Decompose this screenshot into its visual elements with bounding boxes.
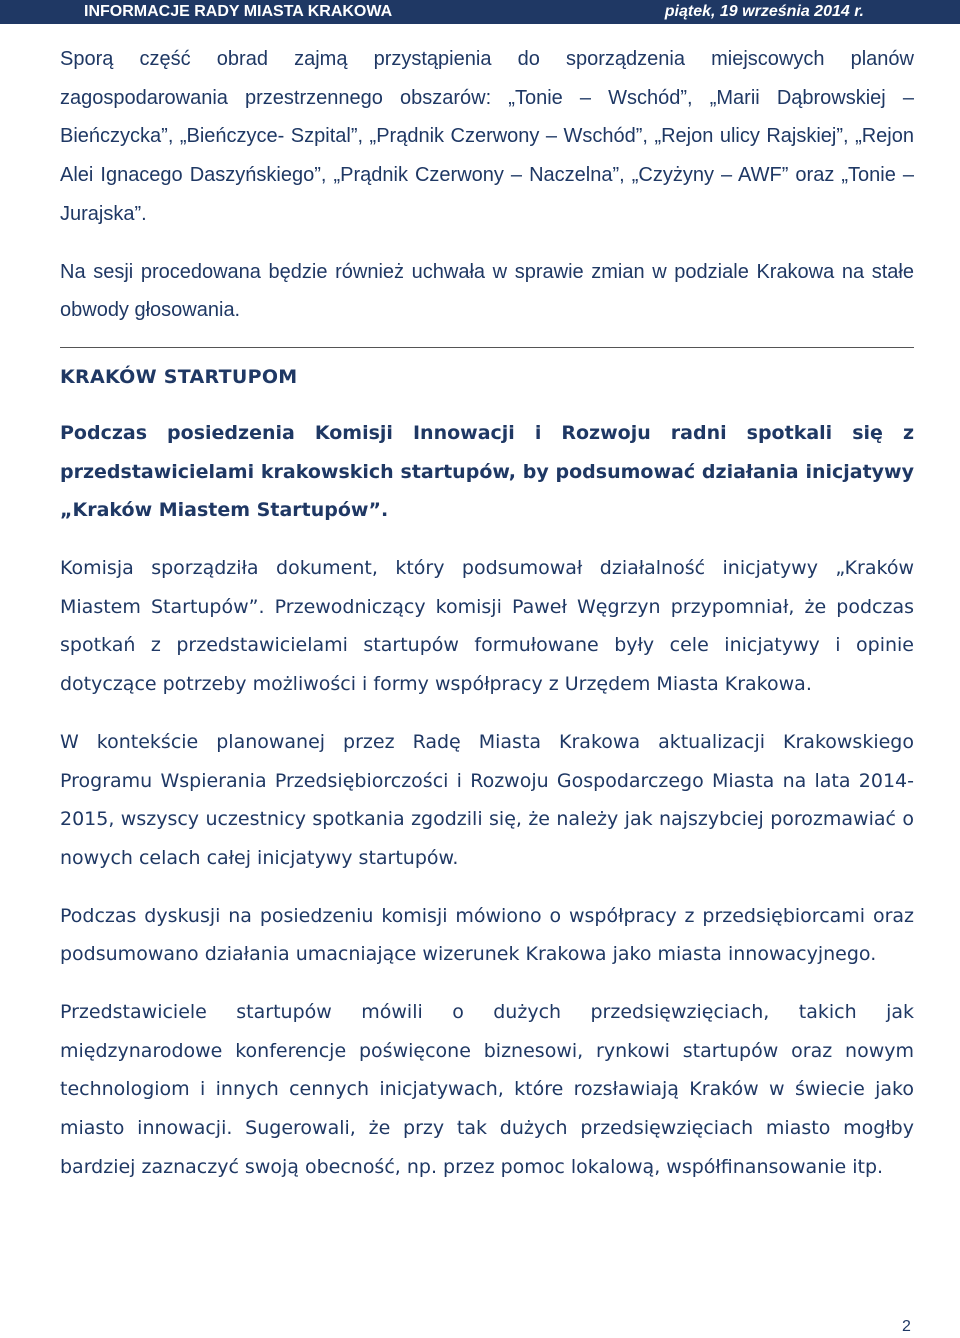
section-lead: Podczas posiedzenia Komisji Innowacji i Rozwoju radni spotkali się z przedstawicielami krakowskich startupów, by podsumować działania inicjatywy „Kraków Miastem Startupów”. [60,421,914,522]
paragraph-program-update: W kontekście planowanej przez Radę Miasta Krakowa aktualizacji Krakowskiego Programu Wspierania Przedsiębiorczości i Rozwoju Gospodarczego Miasta na lata 2014-2015, wszyscy uczestnicy spotkania zgodzili się, że należy jak najszybciej porozmawiać o nowych celach całej inicjatywy startupów. [60,730,914,869]
paragraph-startup-representatives: Przedstawiciele startupów mówili o dużych przedsięwzięciach, takich jak międzynarodowe konferencje poświęcone biznesowi, rynkowi startupów oraz nowym technologiom i innych cennych inicjatywach, które rozsławiają Kraków w świecie jako miasto innowacji. Sugerowali, że przy tak dużych przedsięwzięciach miasto mogłby bardziej zaznaczyć swoją obecność, np. przez pomoc lokalową, współfinansowanie itp. [60,1001,914,1178]
paragraph-voting-districts: Na sesji procedowana będzie również uchwała w sprawie zmian w podziale Krakowa na stałe obwody głosowania. [60,260,914,322]
page-number: 2 [902,1318,911,1335]
paragraph-commission-document: Komisja sporządziła dokument, który podsumował działalność inicjatywy „Kraków Miastem Startupów”. Przewodniczący komisji Paweł Węgrzyn przypomniał, że podczas spotkań z przedstawicielami startupów formułowane były cele inicjatywy i opinie dotyczące potrzeby możliwości i formy współpracy z Urzędem Miasta Krakowa. [60,557,914,696]
header-title: INFORMACJE RADY MIASTA KRAKOWA [84,3,393,20]
document-body [60,40,914,1187]
header-date: piątek, 19 września 2014 r. [664,3,864,20]
section-heading: KRAKÓW STARTUPOM [60,365,298,388]
paragraph-discussion: Podczas dyskusji na posiedzeniu komisji mówiono o współpracy z przedsiębiorcami oraz podsumowano działania umacniające wizerunek Krakowa jako miasta innowacyjnego. [60,904,914,966]
page-header [0,0,960,24]
section-divider [60,347,914,348]
paragraph-plans: Sporą część obrad zajmą przystąpienia do sporządzenia miejscowych planów zagospodarowania przestrzennego obszarów: „Tonie – Wschód”, „Marii Dąbrowskiej – Bieńczycka”, „Bieńczyce- Szpital”, „Prądnik Czerwony – Wschód”, „Rejon ulicy Rajskiej”, „Rejon Alei Ignacego Daszyńskiego”, „Prądnik Czerwony – Naczelna”, „Czyżyny – AWF” oraz „Tonie – Jurajska”. [60,48,914,225]
